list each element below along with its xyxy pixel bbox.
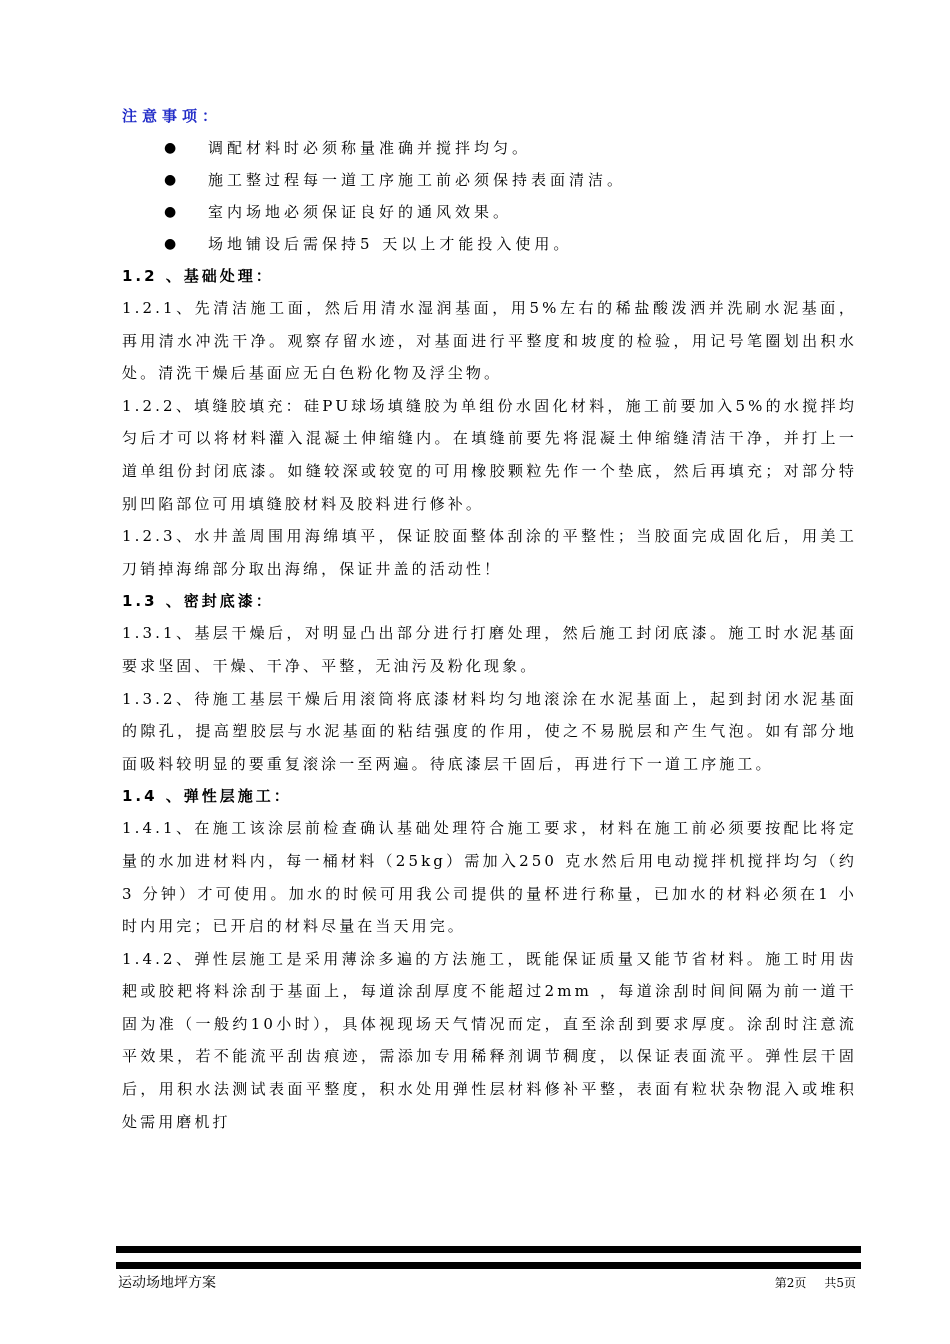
footer-doc-title: 运动场地坪方案 — [118, 1275, 216, 1291]
notes-title: 注意事项： — [122, 107, 223, 125]
paragraph-1-2-2: 1.2.2、填缝胶填充：硅PU球场填缝胶为单组份水固化材料，施工前要加入5%的水搅拌均匀后才可以将材料灌入混凝土伸缩缝内。在填缝前要先将混凝土伸缩缝清洁干净，并打上一道单组份封闭底漆。如缝较深或较宽的可用橡胶颗粒先作一个垫底，然后再填充；对部分特别凹陷部位可用填缝胶材料及胶料进行修补。 — [122, 396, 857, 513]
paragraph-1-3-2: 1.3.2、待施工基层干燥后用滚筒将底漆材料均匀地滚涂在水泥基面上，起到封闭水泥基面的隙孔，提高塑胶层与水泥基面的粘结强度的作用，使之不易脱层和产生气泡。如有部分地面吸料较明显的要重复滚涂一至两遍。待底漆层干固后，再进行下一道工序施工。 — [122, 689, 857, 773]
page-number: 第2页 — [774, 1276, 807, 1290]
list-item: ● 场地铺设后需保持5 天以上才能投入使用。 — [122, 228, 857, 260]
page-total: 共5页 — [824, 1276, 856, 1290]
list-item: ● 调配材料时必须称量准确并搅拌均匀。 — [122, 132, 857, 164]
section-heading-1-3: 1.3 、密封底漆： — [122, 592, 274, 611]
paragraph-1-4-2: 1.4.2、弹性层施工是采用薄涂多遍的方法施工，既能保证质量又能节省材料。施工时用齿耙或胶耙将料涂刮于基面上，每道涂刮厚度不能超过2mm ，每道涂刮时间间隔为前一道干固为准（一般约10小时），具体视现场天气情况而定，直至涂刮到要求厚度。涂刮时注意流平效果，若不能流平刮齿痕迹，需添加专用稀释剂调节稠度，以保证表面流平。弹性层干固后，用积水法测试表面平整度，积水处用弹性层材料修补平整，表面有粒状杂物混入或堆积处需用磨机打 — [122, 949, 857, 1131]
section-heading-1-2: 1.2 、基础处理： — [122, 267, 274, 285]
paragraph-1-3-1: 1.3.1、基层干燥后，对明显凸出部分进行打磨处理，然后施工封闭底漆。施工时水泥基面要求坚固、干燥、干净、平整，无油污及粉化现象。 — [122, 624, 857, 675]
notes-list — [122, 132, 857, 260]
footer-page-info — [757, 1274, 856, 1291]
list-item: ● 室内场地必须保证良好的通风效果。 — [122, 196, 857, 228]
paragraph-1-2-3: 1.2.3、水井盖周围用海绵填平，保证胶面整体刮涂的平整性；当胶面完成固化后，用美工刀销掉海绵部分取出海绵，保证井盖的活动性！ — [122, 527, 857, 578]
document-body — [122, 102, 857, 1138]
section-heading-1-4: 1.4 、弹性层施工： — [122, 787, 292, 806]
paragraph-1-4-1: 1.4.1、在施工该涂层前检查确认基础处理符合施工要求，材料在施工前必须要按配比将定量的水加进材料内，每一桶材料（25kg）需加入250 克水然后用电动搅拌机搅拌均匀（约3 分钟）才可使用。加水的时候可用我公司提供的量杯进行称量，已加水的材料必须在1 小时内用完；已开启的材料尽量在当天用完。 — [122, 819, 857, 936]
paragraph-1-2-1: 1.2.1、先清洁施工面，然后用清水湿润基面，用5%左右的稀盐酸泼洒并洗刷水泥基面，再用清水冲洗干净。观察存留水迹，对基面进行平整度和坡度的检验，用记号笔圈划出积水处。清洗干燥后基面应无白色粉化物及浮尘物。 — [122, 299, 857, 383]
footer-divider-top — [116, 1246, 861, 1253]
footer-divider-bottom — [116, 1262, 861, 1269]
list-item: ● 施工整过程每一道工序施工前必须保持表面清洁。 — [122, 164, 857, 196]
